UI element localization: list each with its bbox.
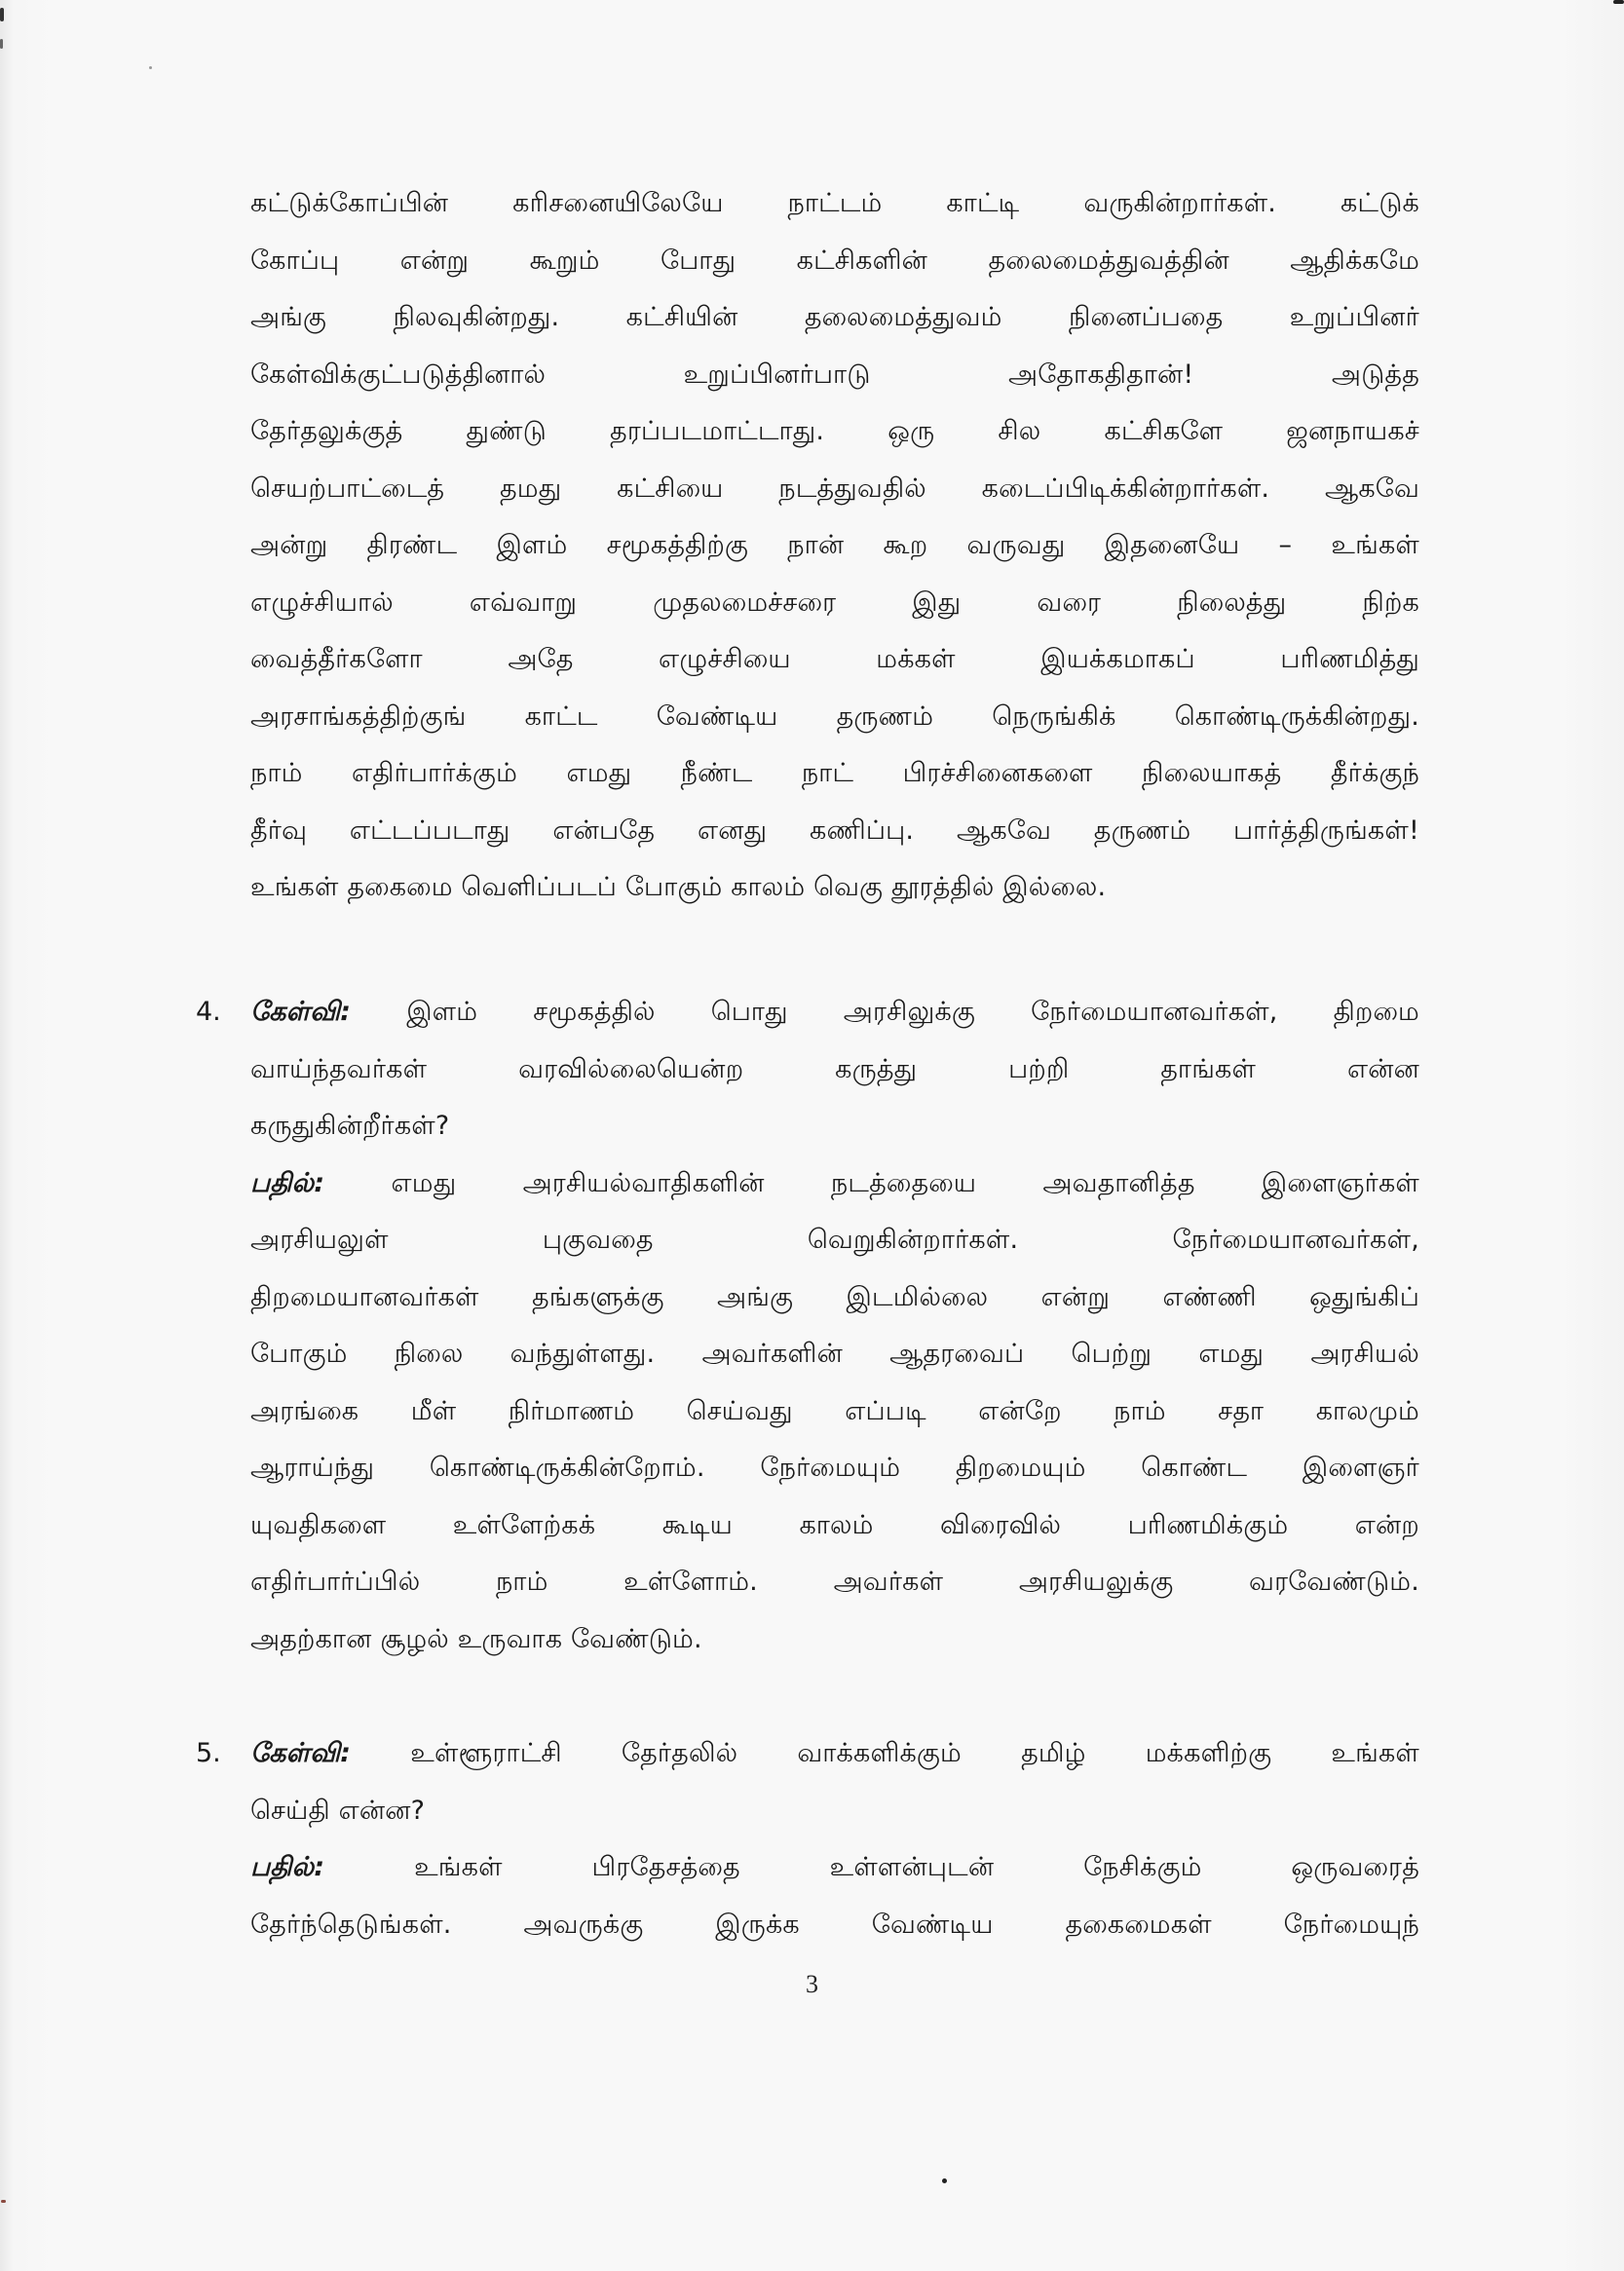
qa-item-4 [196,984,1419,1668]
answer-line: ஆராய்ந்து கொண்டிருக்கின்றோம். நேர்மையும் திறமையும் கொண்ட இளைஞர் [250,1453,1419,1483]
page-number: 3 [806,1970,818,1998]
answer-line: எதிர்பார்ப்பில் நாம் உள்ளோம். அவர்கள் அரசியலுக்கு வரவேண்டும். [250,1567,1419,1597]
answer-line [250,1839,1419,1897]
answer-line: அரசியலுள் புகுவதை வெறுகின்றார்கள். நேர்மையானவர்கள், [250,1225,1419,1255]
answer-text: எமது அரசியல்வாதிகளின் நடத்தையை அவதானித்த இளைஞர்கள் [391,1167,1419,1198]
answer-line [250,1155,1419,1213]
question-line: வாய்ந்தவர்கள் வரவில்லையென்ற கருத்து பற்றி தாங்கள் என்ன [250,1053,1419,1084]
paragraph-line: எழுச்சியால் எவ்வாறு முதலமைச்சரை இது வரை நிலைத்து நிற்க [250,587,1419,618]
question-line [250,1725,1419,1783]
paragraph-line: அன்று திரண்ட இளம் சமூகத்திற்கு நான் கூற வருவது இதனையே – உங்கள் [250,530,1419,560]
paragraph-line: நாம் எதிர்பார்க்கும் எமது நீண்ட நாட் பிரச்சினைகளை நிலையாகத் தீர்க்குந் [250,758,1419,788]
question-line: செய்தி என்ன? [250,1795,426,1826]
question-label: கேள்வி: [250,997,352,1027]
qa-item-5 [196,1725,1419,1953]
scan-artifact-bottom-left [1,2200,6,2203]
answer-label: பதில்: [250,1167,325,1198]
item-number: 4. [196,997,221,1027]
paragraph-line: தேர்தலுக்குத் துண்டு தரப்படமாட்டாது. ஒரு சில கட்சிகளே ஜனநாயகச் [250,416,1419,446]
paragraph-line: அங்கு நிலவுகின்றது. கட்சியின் தலைமைத்துவம் நினைப்பதை உறுப்பினர் [250,302,1419,332]
item-number: 5. [196,1738,221,1768]
question-line [250,984,1419,1041]
paragraph-line: உங்கள் தகைமை வெளிப்படப் போகும் காலம் வெகு தூரத்தில் இல்லை. [250,872,1107,902]
paragraph-line: வைத்தீர்களோ அதே எழுச்சியை மக்கள் இயக்கமாகப் பரிணமித்து [250,644,1419,674]
answer-line: தேர்ந்தெடுங்கள். அவருக்கு இருக்க வேண்டிய தகைமைகள் நேர்மையுந் [250,1909,1419,1940]
answer-line: போகும் நிலை வந்துள்ளது. அவர்களின் ஆதரவைப் பெற்று எமது அரசியல் [250,1339,1419,1369]
answer-line: அதற்கான சூழல் உருவாக வேண்டும். [250,1623,702,1654]
scan-artifact-bottom-dot [942,2178,947,2183]
answer-label: பதில்: [250,1852,325,1882]
question-line: கருதுகின்றீர்கள்? [250,1111,450,1141]
paragraph-line: அரசாங்கத்திற்குங் காட்ட வேண்டிய தருணம் நெருங்கிக் கொண்டிருக்கின்றது. [250,700,1419,732]
answer-line: யுவதிகளை உள்ளேற்கக் கூடிய காலம் விரைவில் பரிணமிக்கும் என்ற [250,1509,1419,1540]
paragraph-line: கேள்விக்குட்படுத்தினால் உறுப்பினர்பாடு அதோகதிதான்! அடுத்த [250,359,1419,390]
scan-artifact-top-left [0,8,4,21]
scan-artifact-dot [149,66,152,69]
question-text: இளம் சமூகத்தில் பொது அரசிலுக்கு நேர்மையானவர்கள், திறமை [406,997,1419,1027]
answer-line: அரங்கை மீள் நிர்மாணம் செய்வது எப்படி என்றே நாம் சதா காலமும் [250,1395,1419,1426]
paragraph-line: செயற்பாட்டைத் தமது கட்சியை நடத்துவதில் கடைப்பிடிக்கின்றார்கள். ஆகவே [250,473,1419,504]
question-label: கேள்வி: [250,1738,352,1768]
answer-text: உங்கள் பிரதேசத்தை உள்ளன்புடன் நேசிக்கும் ஒருவரைத் [414,1852,1419,1882]
paragraph-line: தீர்வு எட்டப்படாது என்பதே எனது கணிப்பு. ஆகவே தருணம் பார்த்திருங்கள்! [250,814,1419,846]
scan-artifact-top-left-2 [0,39,3,49]
scan-artifact-top-right [1613,0,1624,4]
answer-line: திறமையானவர்கள் தங்களுக்கு அங்கு இடமில்லை என்று எண்ணி ஒதுங்கிப் [250,1281,1419,1312]
continuation-paragraph [250,175,1419,917]
paragraph-line: கோப்பு என்று கூறும் போது கட்சிகளின் தலைமைத்துவத்தின் ஆதிக்கமே [250,245,1419,276]
paragraph-line: கட்டுக்கோப்பின் கரிசனையிலேயே நாட்டம் காட்டி வருகின்றார்கள். கட்டுக் [250,188,1419,218]
question-text: உள்ளூராட்சி தேர்தலில் வாக்களிக்கும் தமிழ் மக்களிற்கு உங்கள் [410,1738,1419,1768]
